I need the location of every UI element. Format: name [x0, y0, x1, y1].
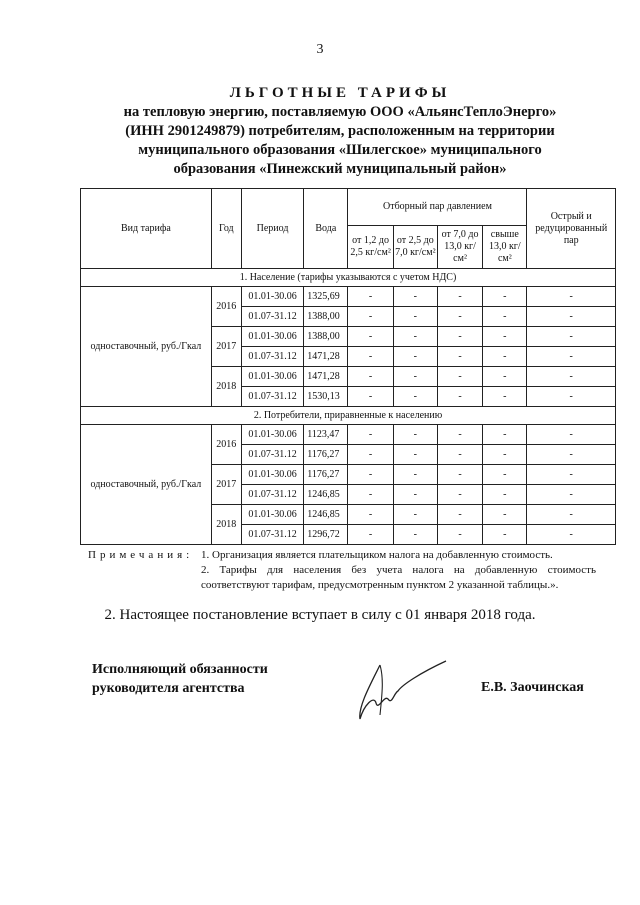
year-cell: 2016 — [211, 287, 241, 327]
title-line: на тепловую энергию, поставляемую ООО «АльянсТеплоЭнерго» — [123, 104, 557, 120]
dash-cell: - — [527, 525, 616, 545]
dash-cell: - — [483, 425, 527, 445]
dash-cell: - — [527, 327, 616, 347]
dash-cell: - — [483, 445, 527, 465]
water-price-cell: 1471,28 — [304, 347, 348, 367]
dash-cell: - — [393, 485, 437, 505]
tariff-table — [80, 188, 616, 545]
dash-cell: - — [437, 485, 482, 505]
title-line: (ИНН 2901249879) потребителям, расположенным на территории — [125, 123, 555, 139]
col-water: Вода — [304, 189, 348, 269]
dash-cell: - — [393, 387, 437, 407]
water-price-cell: 1325,69 — [304, 287, 348, 307]
section-title: 2. Потребители, приравненные к населению — [81, 407, 616, 425]
dash-cell: - — [527, 505, 616, 525]
dash-cell: - — [348, 505, 393, 525]
water-price-cell: 1176,27 — [304, 465, 348, 485]
title-heading: ЛЬГОТНЫЕ ТАРИФЫ — [229, 85, 451, 101]
water-price-cell: 1471,28 — [304, 367, 348, 387]
dash-cell: - — [483, 367, 527, 387]
period-cell: 01.07-31.12 — [241, 347, 303, 367]
dash-cell: - — [483, 287, 527, 307]
period-cell: 01.07-31.12 — [241, 485, 303, 505]
dash-cell: - — [483, 387, 527, 407]
dash-cell: - — [348, 327, 393, 347]
tariff-type: одноставочный, руб./Гкал — [81, 425, 212, 545]
period-cell: 01.07-31.12 — [241, 307, 303, 327]
dash-cell: - — [393, 287, 437, 307]
dash-cell: - — [348, 307, 393, 327]
dash-cell: - — [348, 287, 393, 307]
dash-cell: - — [348, 485, 393, 505]
table-row — [81, 425, 616, 445]
dash-cell: - — [437, 525, 482, 545]
dash-cell: - — [348, 465, 393, 485]
dash-cell: - — [348, 425, 393, 445]
section-title-row — [81, 269, 616, 287]
dash-cell: - — [437, 445, 482, 465]
col-pressure-p3: от 7,0 до 13,0 кг/см² — [437, 226, 482, 269]
water-price-cell: 1123,47 — [304, 425, 348, 445]
table-row — [81, 287, 616, 307]
year-cell: 2018 — [211, 367, 241, 407]
dash-cell: - — [393, 445, 437, 465]
dash-cell: - — [348, 525, 393, 545]
dash-cell: - — [437, 327, 482, 347]
year-cell: 2016 — [211, 425, 241, 465]
col-period: Период — [241, 189, 303, 269]
section-title-row — [81, 407, 616, 425]
tariff-type: одноставочный, руб./Гкал — [81, 287, 212, 407]
period-cell: 01.07-31.12 — [241, 525, 303, 545]
dash-cell: - — [527, 347, 616, 367]
water-price-cell: 1388,00 — [304, 327, 348, 347]
dash-cell: - — [437, 425, 482, 445]
dash-cell: - — [348, 347, 393, 367]
dash-cell: - — [437, 465, 482, 485]
signer-line: руководителя агентства — [92, 681, 245, 696]
year-cell: 2017 — [211, 327, 241, 367]
period-cell: 01.07-31.12 — [241, 387, 303, 407]
year-cell: 2018 — [211, 505, 241, 545]
dash-cell: - — [527, 445, 616, 465]
water-price-cell: 1176,27 — [304, 445, 348, 465]
dash-cell: - — [483, 505, 527, 525]
dash-cell: - — [393, 505, 437, 525]
dash-cell: - — [437, 347, 482, 367]
section-title: 1. Население (тарифы указываются с учетом НДС) — [81, 269, 616, 287]
dash-cell: - — [437, 387, 482, 407]
dash-cell: - — [348, 367, 393, 387]
period-cell: 01.07-31.12 — [241, 445, 303, 465]
period-cell: 01.01-30.06 — [241, 425, 303, 445]
dash-cell: - — [437, 287, 482, 307]
dash-cell: - — [483, 465, 527, 485]
dash-cell: - — [527, 287, 616, 307]
dash-cell: - — [527, 465, 616, 485]
dash-cell: - — [483, 327, 527, 347]
note-item: 2. Тарифы для населения без учета налога на добавленную стоимость соответствуют тарифам, предусмотренным пунктом 2 указанной таблицы.». — [201, 564, 596, 591]
period-cell: 01.01-30.06 — [241, 327, 303, 347]
document-title — [60, 84, 620, 179]
dash-cell: - — [393, 327, 437, 347]
col-type: Вид тарифа — [81, 189, 212, 269]
dash-cell: - — [437, 505, 482, 525]
col-steam-group: Отборный пар давлением — [348, 189, 527, 226]
dash-cell: - — [483, 347, 527, 367]
signer-line: Исполняющий обязанности — [92, 662, 268, 677]
water-price-cell: 1530,13 — [304, 387, 348, 407]
year-cell: 2017 — [211, 465, 241, 505]
dash-cell: - — [393, 307, 437, 327]
dash-cell: - — [527, 485, 616, 505]
dash-cell: - — [483, 307, 527, 327]
dash-cell: - — [393, 425, 437, 445]
water-price-cell: 1388,00 — [304, 307, 348, 327]
title-line: образования «Пинежский муниципальный район» — [173, 161, 507, 177]
water-price-cell: 1296,72 — [304, 525, 348, 545]
page-number: 3 — [316, 42, 324, 57]
col-pressure-p4: свыше 13,0 кг/см² — [483, 226, 527, 269]
title-line: муниципального образования «Шилегское» муниципального — [138, 142, 542, 158]
header-row — [81, 189, 616, 226]
signature-image — [340, 645, 450, 725]
dash-cell: - — [527, 425, 616, 445]
col-sharp-steam: Острый и редуцированный пар — [527, 189, 616, 269]
dash-cell: - — [393, 347, 437, 367]
dash-cell: - — [393, 465, 437, 485]
signer-name: Е.В. Заочинская — [481, 680, 584, 695]
dash-cell: - — [437, 367, 482, 387]
dash-cell: - — [393, 525, 437, 545]
dash-cell: - — [483, 525, 527, 545]
dash-cell: - — [527, 367, 616, 387]
period-cell: 01.01-30.06 — [241, 505, 303, 525]
signer-title — [92, 660, 268, 698]
dash-cell: - — [527, 307, 616, 327]
period-cell: 01.01-30.06 — [241, 465, 303, 485]
col-pressure-p2: от 2,5 до 7,0 кг/см² — [393, 226, 437, 269]
period-cell: 01.01-30.06 — [241, 287, 303, 307]
dash-cell: - — [393, 367, 437, 387]
notes-label: Примечания: — [88, 549, 194, 561]
col-year: Год — [211, 189, 241, 269]
note-item: 1. Организация является плательщиком налога на добавленную стоимость. — [201, 549, 553, 561]
dash-cell: - — [527, 387, 616, 407]
dash-cell: - — [348, 387, 393, 407]
col-pressure-p1: от 1,2 до 2,5 кг/см² — [348, 226, 393, 269]
decree-text: 2. Настоящее постановление вступает в силу с 01 января 2018 года. — [104, 607, 536, 623]
period-cell: 01.01-30.06 — [241, 367, 303, 387]
water-price-cell: 1246,85 — [304, 505, 348, 525]
dash-cell: - — [348, 445, 393, 465]
dash-cell: - — [437, 307, 482, 327]
water-price-cell: 1246,85 — [304, 485, 348, 505]
dash-cell: - — [483, 485, 527, 505]
